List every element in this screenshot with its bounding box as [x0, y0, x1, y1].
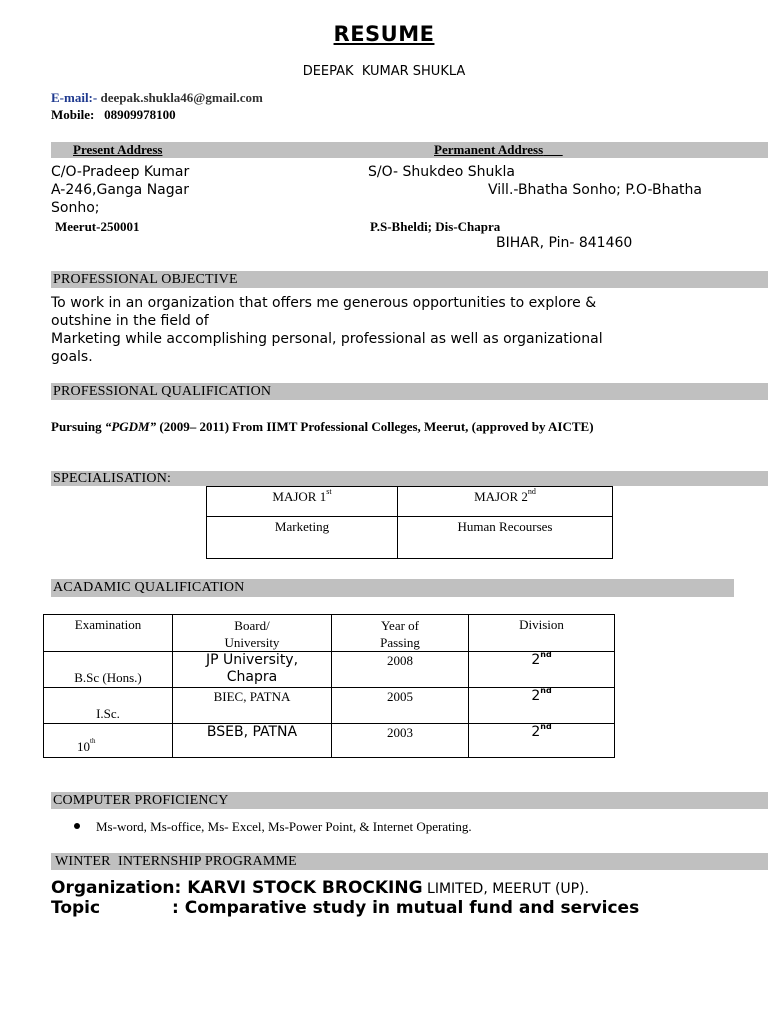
- permanent-address-line2: Vill.-Bhatha Sonho; P.O-Bhatha: [488, 182, 702, 198]
- candidate-name: DEEPAK KUMAR SHUKLA: [302, 64, 466, 79]
- exam-cell: [44, 652, 173, 688]
- internship-header: WINTER INTERNSHIP PROGRAMME: [55, 854, 297, 869]
- division-value: 2: [531, 724, 541, 740]
- academic-table: [43, 614, 615, 758]
- specialisation-header: SPECIALISATION:: [53, 471, 172, 486]
- bullet-icon: [74, 823, 80, 829]
- board-line1: BIEC, PATNA: [213, 689, 291, 704]
- permanent-address-line1: S/O- Shukdeo Shukla: [368, 164, 515, 180]
- qualification-course: “PGDM”: [104, 419, 157, 434]
- col-header-division-label: Division: [519, 617, 564, 632]
- year-cell: [332, 724, 469, 758]
- major1-value: Marketing: [207, 517, 398, 559]
- board-line2: Chapra: [226, 669, 278, 685]
- email-value: deepak.shukla46@gmail.com: [97, 90, 263, 105]
- qualification-text: [51, 419, 594, 435]
- exam-cell: [44, 688, 173, 724]
- resume-title: RESUME: [333, 22, 435, 46]
- col-header-division: [469, 615, 615, 652]
- computer-header-bar: [51, 792, 768, 809]
- present-address-line2: A-246,Ganga Nagar: [51, 182, 189, 198]
- exam-cell: [44, 724, 173, 758]
- col-header-examination: [44, 615, 173, 652]
- board-line1: JP University,: [205, 652, 299, 668]
- division-value: 2: [531, 652, 541, 668]
- academic-header-bar: [51, 579, 734, 597]
- col-header-examination-label: Examination: [74, 617, 142, 632]
- objective-line1: To work in an organization that offers me generous opportunities to explore &: [51, 295, 597, 311]
- exam-sup: th: [90, 737, 96, 745]
- computer-item: [74, 819, 472, 835]
- organization-label: Organization: KARVI STOCK BROCKING: [51, 878, 423, 898]
- col-header-year-line1: Year of: [380, 618, 420, 633]
- exam-value: 10: [77, 739, 90, 754]
- board-cell: [173, 652, 332, 688]
- division-cell: [469, 724, 615, 758]
- col-header-year: [332, 615, 469, 652]
- major1-header: [207, 487, 398, 517]
- table-row: [44, 652, 615, 688]
- qualification-header-bar: [51, 383, 768, 400]
- qualification-pre: Pursuing: [51, 419, 105, 434]
- exam-value: I.Sc.: [96, 706, 120, 721]
- major2-value: Human Recourses: [398, 517, 613, 559]
- present-address-header: Present Address: [73, 142, 163, 157]
- present-address-line1: C/O-Pradeep Kumar: [51, 164, 190, 180]
- division-value: 2: [531, 688, 541, 704]
- table-row: [44, 724, 615, 758]
- objective-line2: outshine in the field of: [51, 313, 209, 329]
- col-header-year-line2: Passing: [380, 635, 420, 650]
- division-sup: nd: [540, 722, 552, 731]
- internship-header-bar: [51, 853, 768, 870]
- board-cell: [173, 688, 332, 724]
- topic-value: : Comparative study in mutual fund and services: [172, 898, 640, 918]
- division-sup: nd: [540, 650, 552, 659]
- major1-label: MAJOR 1: [272, 489, 327, 504]
- academic-header: ACADAMIC QUALIFICATION: [53, 580, 245, 595]
- major2-label: MAJOR 2: [474, 489, 528, 504]
- year-value: 2008: [387, 653, 413, 668]
- present-address-line3: Sonho;: [51, 200, 100, 216]
- present-address-line4: Meerut-250001: [55, 219, 140, 234]
- specialisation-header-bar: [51, 471, 768, 486]
- email-label: E-mail:-: [51, 90, 98, 105]
- major2-header: [398, 487, 613, 517]
- objective-header: PROFESSIONAL OBJECTIVE: [53, 272, 238, 287]
- year-cell: [332, 652, 469, 688]
- permanent-address-header: [434, 142, 563, 158]
- col-header-board-line1: Board/: [234, 618, 270, 633]
- organization-line: [51, 878, 589, 898]
- board-line1: BSEB, PATNA: [206, 724, 298, 740]
- specialisation-table: [206, 486, 613, 559]
- mobile-line: [51, 107, 176, 123]
- exam-value: B.Sc (Hons.): [74, 670, 142, 685]
- organization-rest: LIMITED, MEERUT (UP).: [422, 881, 590, 897]
- qualification-post: (2009– 2011) From IIMT Professional Colleges, Meerut, (approved by AICTE): [156, 419, 594, 434]
- mobile-label: Mobile:: [51, 107, 95, 122]
- division-sup: nd: [540, 686, 552, 695]
- topic-line: [51, 898, 639, 918]
- computer-header: COMPUTER PROFICIENCY: [53, 793, 229, 808]
- table-row: [44, 688, 615, 724]
- objective-line4: goals.: [51, 349, 93, 365]
- permanent-address-line3: P.S-Bheldi; Dis-Chapra: [370, 219, 501, 234]
- major2-sup: nd: [527, 487, 536, 496]
- objective-line3: Marketing while accomplishing personal, professional as well as organizational: [51, 331, 603, 347]
- division-cell: [469, 652, 615, 688]
- permanent-address-header-label: Permanent Address: [434, 142, 544, 157]
- year-value: 2003: [387, 725, 413, 740]
- mobile-value: 08909978100: [104, 107, 176, 122]
- objective-header-bar: [51, 271, 768, 288]
- col-header-board: [173, 615, 332, 652]
- qualification-header: PROFESSIONAL QUALIFICATION: [53, 384, 272, 399]
- year-value: 2005: [387, 689, 413, 704]
- permanent-address-line4: BIHAR, Pin- 841460: [496, 235, 633, 251]
- email-line: [51, 90, 263, 106]
- computer-item-text: Ms-word, Ms-office, Ms- Excel, Ms-Power Point, & Internet Operating.: [96, 819, 472, 834]
- col-header-board-line2: University: [224, 635, 280, 650]
- year-cell: [332, 688, 469, 724]
- board-cell: [173, 724, 332, 758]
- division-cell: [469, 688, 615, 724]
- topic-label: Topic: [51, 898, 101, 918]
- major1-sup: st: [326, 487, 332, 496]
